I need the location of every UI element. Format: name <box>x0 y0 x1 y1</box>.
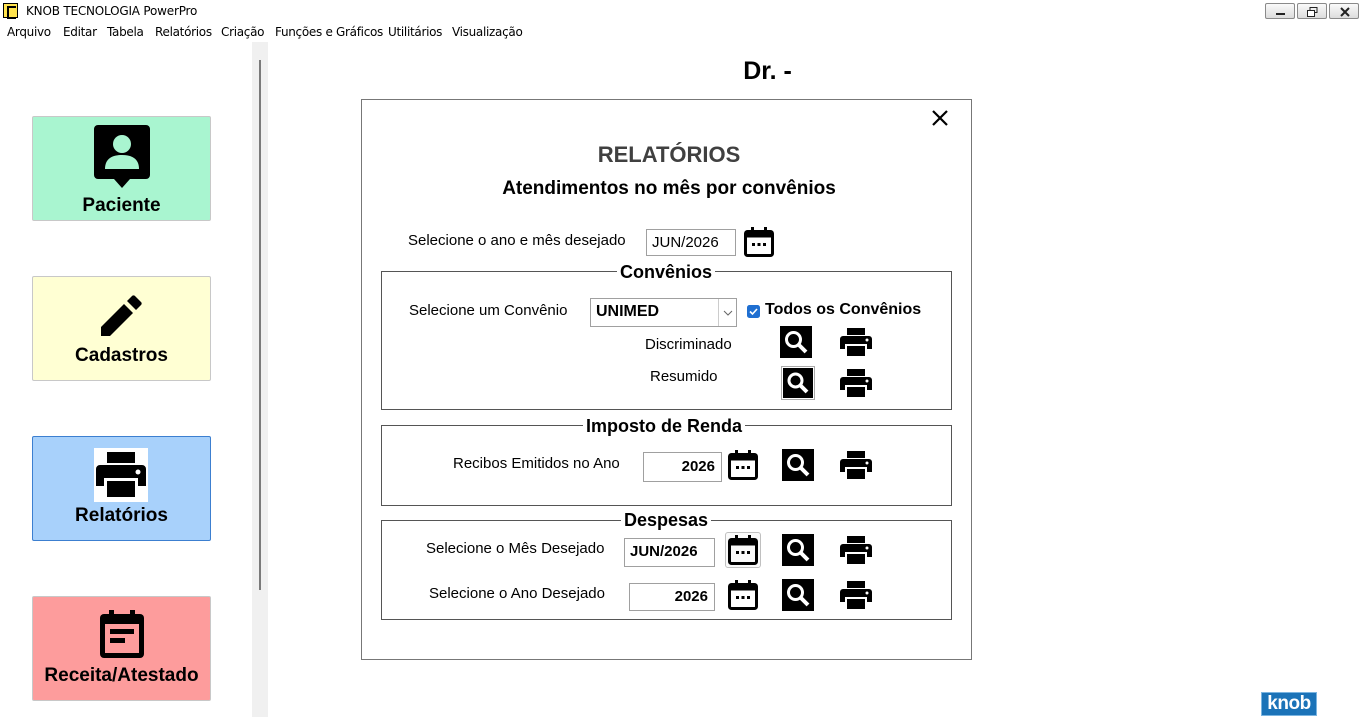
print-discriminado-icon[interactable] <box>840 328 872 356</box>
imposto-calendar-icon[interactable] <box>728 450 758 480</box>
recibos-year-input[interactable]: 2026 <box>643 452 722 482</box>
prescription-icon <box>100 610 144 658</box>
doctor-name: Dr. - <box>743 57 792 85</box>
pencil-icon <box>99 294 143 338</box>
app-icon <box>3 3 18 18</box>
close-panel-icon[interactable] <box>930 108 950 128</box>
minimize-button[interactable] <box>1265 3 1295 19</box>
despesas-month-label: Selecione o Mês Desejado <box>426 540 605 557</box>
menu-funcoes-graficos[interactable]: Funções e Gráficos <box>275 25 383 39</box>
restore-icon <box>1307 7 1319 17</box>
discriminado-label: Discriminado <box>645 336 732 353</box>
menu-bar <box>0 24 1365 42</box>
menu-tabela[interactable]: Tabela <box>107 25 144 39</box>
period-input[interactable]: JUN/2026 <box>646 229 736 256</box>
nav-relatorios-label: Relatórios <box>75 505 168 526</box>
patient-icon <box>94 125 150 189</box>
printer-icon <box>96 452 146 498</box>
nav-paciente-button[interactable] <box>32 116 211 221</box>
restore-button[interactable] <box>1297 3 1327 19</box>
knob-logo: knob <box>1261 692 1317 716</box>
todos-convenios-label: Todos os Convênios <box>765 301 922 318</box>
dropdown-button[interactable] <box>718 299 736 326</box>
imposto-print-icon[interactable] <box>840 451 872 479</box>
panel-title: RELATÓRIOS <box>597 142 741 167</box>
menu-utilitarios[interactable]: Utilitários <box>388 25 443 39</box>
title-bar <box>0 0 1365 22</box>
search-discriminado-icon[interactable] <box>780 326 812 358</box>
window-title: KNOB TECNOLOGIA PowerPro <box>26 4 198 18</box>
close-icon <box>1339 7 1351 17</box>
convenio-select[interactable] <box>590 298 737 327</box>
chevron-down-icon <box>719 299 737 326</box>
despesas-month-print-icon[interactable] <box>840 536 872 564</box>
convenio-select-label: Selecione um Convênio <box>409 302 568 319</box>
menu-criacao[interactable]: Criação <box>221 25 265 39</box>
sidebar-scrollbar[interactable] <box>259 60 261 590</box>
search-resumido-icon[interactable] <box>781 366 815 400</box>
resumido-label: Resumido <box>650 368 718 385</box>
imposto-legend: Imposto de Renda <box>583 416 745 437</box>
todos-checkbox[interactable] <box>747 305 760 318</box>
nav-cadastros-button[interactable] <box>32 276 211 381</box>
calendar-icon[interactable] <box>744 227 774 257</box>
menu-arquivo[interactable]: Arquivo <box>7 25 51 39</box>
despesas-year-calendar-icon[interactable] <box>728 580 758 610</box>
despesas-month-input[interactable]: JUN/2026 <box>624 538 715 567</box>
nav-receita-button[interactable] <box>32 596 211 701</box>
despesas-year-input[interactable]: 2026 <box>629 583 715 611</box>
convenios-legend: Convênios <box>617 262 715 283</box>
convenio-selected-value: UNIMED <box>596 303 660 320</box>
menu-visualizacao[interactable]: Visualização <box>452 25 523 39</box>
nav-relatorios-button[interactable] <box>32 436 211 541</box>
minimize-icon <box>1275 7 1287 17</box>
menu-editar[interactable]: Editar <box>63 25 97 39</box>
menu-relatorios[interactable]: Relatórios <box>155 25 212 39</box>
nav-paciente-label: Paciente <box>82 195 161 216</box>
period-label: Selecione o ano e mês desejado <box>408 232 626 249</box>
panel-subtitle: Atendimentos no mês por convênios <box>502 178 836 199</box>
despesas-month-calendar-icon <box>728 535 758 565</box>
recibos-label: Recibos Emitidos no Ano <box>453 455 620 472</box>
despesas-year-label: Selecione o Ano Desejado <box>429 585 605 602</box>
close-window-button[interactable] <box>1329 3 1359 19</box>
nav-receita-label: Receita/Atestado <box>44 665 199 686</box>
imposto-search-icon[interactable] <box>782 449 814 481</box>
despesas-legend: Despesas <box>621 510 711 531</box>
despesas-year-search-icon[interactable] <box>782 579 814 611</box>
despesas-month-search-icon[interactable] <box>782 534 814 566</box>
nav-cadastros-label: Cadastros <box>75 345 168 366</box>
despesas-year-print-icon[interactable] <box>840 581 872 609</box>
print-resumido-icon[interactable] <box>840 369 872 397</box>
